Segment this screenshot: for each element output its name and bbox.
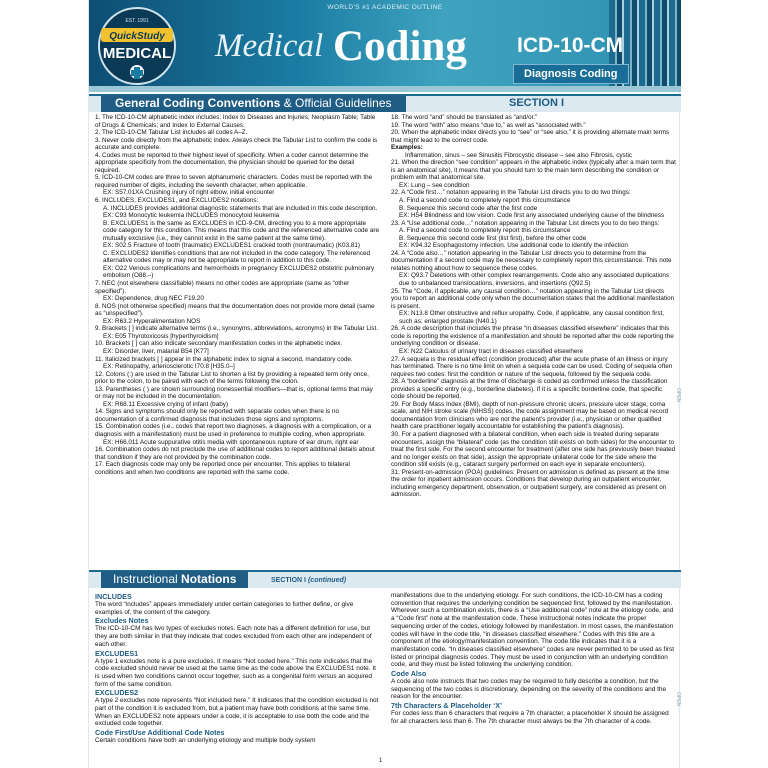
guideline-item: 25. The “Code, if applicable, any causal condition…” notation appearing in the Tabular List directs you to report an additional code only when the documentation states that the additional manifestation is present. [391,287,675,310]
note-paragraph: The ICD-10-CM has two types of excludes notes. Each note has a different definition for use, but they are both similar in that they indicate that codes excluded from each other are independent of each other. [95,625,372,648]
guideline-item: C. EXCLUDES2 identifies conditions that are not included in the code category. The referenced alternative codes may or may not be appropriate to report in addition to this code. [103,249,371,265]
guideline-item: 2. The ICD-10-CM Tabular List includes all codes A–Z. [95,129,248,137]
section2-continued: (continued) [307,577,347,584]
guideline-item: B. Sequence this second code after the first code [399,204,538,212]
note-paragraph: The word “includes” appears immediately under certain categories to further define, or give examples of, the content of the category. [95,601,354,616]
open-tab-label: OPEN [675,388,681,403]
section1-title [101,95,406,112]
note-heading: EXCLUDES1 [95,648,139,658]
guideline-example: EX: H66.011 Acute suppurative otitis media with spontaneous rupture of ear drum, right ear [103,438,359,446]
guideline-example: EX: Dependence, drug NEC F19.20 [103,295,204,303]
guideline-example: EX: Q93.7 Deletions with other complex rearrangements. Code also any associated duplications due to unbalanced translocations, inversions, and insertions (Q92.5) [399,272,670,288]
svg-text:MEDICAL: MEDICAL [102,45,172,62]
note-heading: Excludes Notes [95,616,149,626]
section2-label-main: SECTION I [271,577,307,584]
guideline-example: EX: S57.01XA Crushing injury of right elbow, initial encounter [103,189,275,197]
guideline-example: EX: O22 Venous complications and hemorrhoids in pregnancy EXCLUDES2 obstetric pulmonary embolism (O88.–) [103,264,375,280]
guideline-example: EX: Disorder, liver, malarial B54 [K77] [103,347,209,355]
guideline-item: 14. Signs and symptoms should only be reported with separate codes when there is no documentation of a confirmed diagnosis that includes those signs and symptoms. [95,408,340,423]
guideline-item: 21. When the direction “see condition” appears in the alphabetic index (typically after a main term that is an anatomical site), it means that you should turn to the main term describing the condition or problem with that anatomical site. [391,159,676,182]
note-paragraph: Certain conditions have both an underlying etiology and multiple body system [95,737,316,745]
svg-text:QuickStudy: QuickStudy [109,31,165,42]
guideline-item: 26. A code description that includes the phrase “in diseases classified elsewhere” indicates that this code is reporting the existence of a manifestation and should be reported after the code reporting the underlying condition or disease. [391,325,674,348]
guideline-example: EX: C93 Monocytic leukemia INCLUDES monocytoid leukemia [103,212,280,220]
guideline-example: EX: E05 Thyrotoxicosis [hyperthyroidism] [103,332,219,340]
guideline-example: EX: Retinopathy, arteriosclerotic I70.8 [H35.0–] [103,363,235,371]
guideline-item: 3. Never code directly from the alphabetic index. Always check the Tabular List to confirm the code is accurate and complete. [95,136,378,152]
guideline-item: B. Sequence this second code first (list first), before the other code [399,234,587,242]
tagline: WORLD'S #1 ACADEMIC OUTLINE [327,4,443,11]
section2-title-bold: Notations [181,572,237,586]
guideline-item: Inflammation, sinus – see Sinusitis Fibrocystic disease – see also Fibrosis, cystic [405,151,633,159]
title-icd10cm: ICD-10-CM [517,34,624,57]
section2-columns [95,592,675,756]
diagnosis-coding-badge: Diagnosis Coding [513,64,629,84]
section1-heading-bar [89,94,681,112]
guideline-item: 20. When the alphabetic index directs you to “see” or “see also,” it is providing alternate main terms that might lead to the correct code. [391,129,670,144]
guideline-item: 5. ICD-10-CM codes are three to seven alphanumeric characters. Codes must be reported with the required number of digits, including the seventh character, when applicable. [95,174,373,189]
note-paragraph: A code also note instructs that two codes may be required to fully describe a condition, but the sequencing of the two codes is discretionary, depending on the severity of the conditions and the reason for the encounter. [391,678,667,701]
section2-label [271,577,346,584]
guideline-item: 15. Combination codes (i.e., codes that report two diagnoses, a diagnosis with a complication, or a diagnosis with a manifestation) must be used in preference to multiple coding, when appropriate. [95,423,372,438]
open-tab-label-bottom: OPEN [675,692,681,707]
guideline-item: 28. A “borderline” diagnosis at the time of discharge is coded as confirmed unless the classification provides a specific entry (e.g., borderline diabetes). If it is a specific borderline code, that specific code should be reported. [391,378,668,401]
guideline-item: 11. Italicized brackets [ ] appear in the alphabetic index to signal a second, mandatory code. [95,355,353,363]
guideline-item: A. Find a second code to completely report this circumstance [399,227,571,235]
guideline-item: 9. Brackets [ ] indicate alternative terms (i.e., synonyms, abbreviations, acronyms) in the Tabular List. [95,325,379,333]
quickstudy-medical-logo [97,6,177,86]
guideline-item: 1. The ICD-10-CM alphabetic index includes: Index to Diseases and Injuries; Neoplasm Table; Table of Drugs & Chemicals; and Index to External Causes. [95,114,376,129]
guideline-item: 30. For a patient diagnosed with a bilateral condition, when each side is treated during separate encounters, assign the “bilateral” code (as the condition still exists on both sides) for the encounter to treat the first side. For the second encounter for treatment (after one side has previously been treated and no longer exists on that side), assign the appropriate unilateral code for the side where the condition still exists (e.g., cataract surgery performed on each eye in separate encounters). [391,430,676,469]
guideline-item: A. Find a second code to completely report this circumstance [399,197,571,205]
note-paragraph: manifestations due to the underlying etiology. For such conditions, the ICD-10-CM has a coding convention that requires the underlying condition be sequenced first, followed by the manifestation. Wherever such a combination exists, there is a “Use additional code” note at the etiology code, and a “Code first” note at the manifestation code. These instructional notes indicate the proper sequencing order of the codes, etiology followed by manifestation. In most cases, the manifestation codes will have in the code title, “in diseases classified elsewhere.” Codes with this title are a component of the etiology/manifestation convention. The code title indicates that it is a manifestation code. “In diseases classified elsewhere” codes are never permitted to be used as first listed or principal diagnosis codes. They must be used in conjunction with an underlying condition code, and they must be listed following the underlying condition. [391,592,675,669]
guideline-item: 27. A sequela is the residual effect (condition produced) after the acute phase of an illness or injury has terminated. There is no time limit on when a sequela code can be used. Coding of sequela often requires two codes: first the condition or nature of the sequela, followed by the sequela code. [391,355,673,378]
page-number: 1 [379,758,383,764]
guideline-example: EX: N22 Calculus of urinary tract in diseases classified elsewhere [399,347,584,355]
guideline-example: EX: R68.11 Excessive crying of infant (baby) [103,400,229,408]
guideline-example: EX: S02.5 Fracture of tooth (traumatic) EXCLUDES1 cracked tooth (nontraumatic) (K03.81) [103,242,361,250]
guideline-example: EX: R63.2 Hyperalimentation NOS [103,317,201,325]
note-heading: INCLUDES [95,592,132,601]
header-banner [89,0,681,92]
guideline-example: EX: H54 Blindness and low vision. Code first any associated underlying cause of the blindness [399,212,665,220]
guideline-example: EX: N13.8 Other obstructive and reflux uropathy. Code, if applicable, any causal condition first, such as: enlarged prostate (N40.1) [399,310,665,325]
guideline-item: 23. A “Use additional code…” notation appearing in the Tabular List directs you to do two things: [391,219,660,227]
guideline-item: 18. The word “and” should be translated as “and/or.” [391,114,538,121]
guideline-item: 10. Brackets [ ] can also indicate secondary manifestation codes in the alphabetic index. [95,340,343,348]
guideline-item: 24. A “Code also…” notation appearing in the Tabular List directs you to determine from the documentation if a second code may be necessary to completely report this circumstance. This note relates nothing about how to sequence these codes. [391,249,672,272]
section1-title-rest: & Official Guidelines [280,96,392,110]
note-paragraph: For codes less than 6 characters that require a 7th character, a placeholder X should be assigned for all characters less than 6. The 7th character must always be the 7th character of a code. [391,710,669,725]
guideline-item: 19. The word “with” also means “due to,” as well as “associated with.” [391,121,586,129]
section1-left-column [95,114,380,564]
guideline-item: 13. Parentheses ( ) are shown surrounding nonessential modifiers—that is, optional terms that may or may not be included in the documentation. [95,385,373,401]
guideline-item: 4. Codes must be reported to their highest level of specificity. When a coder cannot determine the appropriate specificity from the documentation, the physician should be queried for the detail required. [95,151,369,174]
guideline-item: B. EXCLUDES1 is the same as EXCLUDES in ICD-9-CM, directing you to a more appropriate code category for this condition. This means that this code and the referenced alternative code are mutually exclusive (i.e., they cannot exist in the same patient at the same time). [103,219,379,242]
title-coding: Coding [333,23,467,70]
guideline-item: 22. A “Code first…” notation appearing in the Tabular List directs you to do two things: [391,189,631,197]
note-paragraph: A type 2 excludes note represents “Not included here.” It indicates that the condition excluded is not part of the condition it is excluded from, but a patient may have both conditions at the same time. When an EXCLUDES2 note appears under a code, it is acceptable to use both the code and the excluded code together. [95,697,379,728]
guideline-item: 29. For Body Mass Index (BMI), depth of non-pressure chronic ulcers, pressure ulcer stage, coma scale, and NIH stroke scale (NIHSS) codes, the code assignment may be based on medical record documentation from clinicians who are not the patient’s provider (i.e., physician or other qualified health care practitioner legally accountable for establishing the patient’s diagnosis). [391,400,669,431]
guideline-item: 12. Colons (:) are used in the Tabular List to shorten a list by providing a repeated term only once, prior to the colon, to be paired with each of the terms following the colon. [95,370,369,386]
guideline-item: 16. Combination codes do not preclude the use of additional codes to report additional details about that condition if they are not provided by the combination code. [95,446,375,461]
section1-columns [95,114,675,564]
guideline-item: 17. Each diagnosis code may only be reported once per encounter. This applies to bilateral conditions and when two conditions are reported with the same code. [95,461,350,476]
guideline-item: 31. Present-on-admission (POA) guidelines: Present on admission is defined as present at the time the order for inpatient admission occurs. Conditions that develop during an outpatient encounter, including emergency department, observation, or outpatient surgery, are considered as present on admission. [391,468,670,499]
section1-right-column [391,114,676,564]
section2-heading-bar [89,570,681,588]
section2-title-rest: Instructional [113,572,182,586]
header-stripe [89,86,681,92]
svg-text:EST. 1991: EST. 1991 [125,18,149,24]
guideline-item: 6. INCLUDES, EXCLUDES1, and EXCLUDES2 notations: [95,197,259,205]
title-medical: Medical [215,28,324,64]
guideline-item: A. INCLUDES provides additional diagnostic statements that are included in this code description. [103,204,378,212]
guideline-example: EX: K94.32 Esophagostomy infection. Use additional code to identify the infection [399,242,628,250]
guideline-example: EX: Lung – see condition [399,181,470,189]
note-heading: Code First/Use Additional Code Notes [95,728,225,738]
section2-right-column [391,592,676,756]
laminated-guide-sheet [88,0,680,768]
guideline-item: 8. NOS (not otherwise specified) means that the documentation does not provide more detail (same as “unspecified”). [95,302,375,318]
section1-label: SECTION I [509,97,565,109]
section2-left-column [95,592,380,756]
note-paragraph: A type 1 excludes note is a pure excludes. It means “Not coded here.” This note indicates that the code excluded should never be used at the same time as the code above the EXCLUDES1 note. It is used when two conditions cannot occur together, such as a congenital form versus an acquired form of the same condition. [95,657,376,688]
section2-title [101,571,248,588]
note-heading: EXCLUDES2 [95,688,139,698]
guideline-item: 7. NEC (not elsewhere classifiable) means no other codes are appropriate (same as “other specified”). [95,280,350,295]
note-heading: 7th Characters & Placeholder ‘X’ [391,701,503,711]
guideline-item: Examples: [391,144,423,152]
section1-title-bold: General Coding Conventions [115,96,281,110]
note-heading: Code Also [391,669,427,679]
